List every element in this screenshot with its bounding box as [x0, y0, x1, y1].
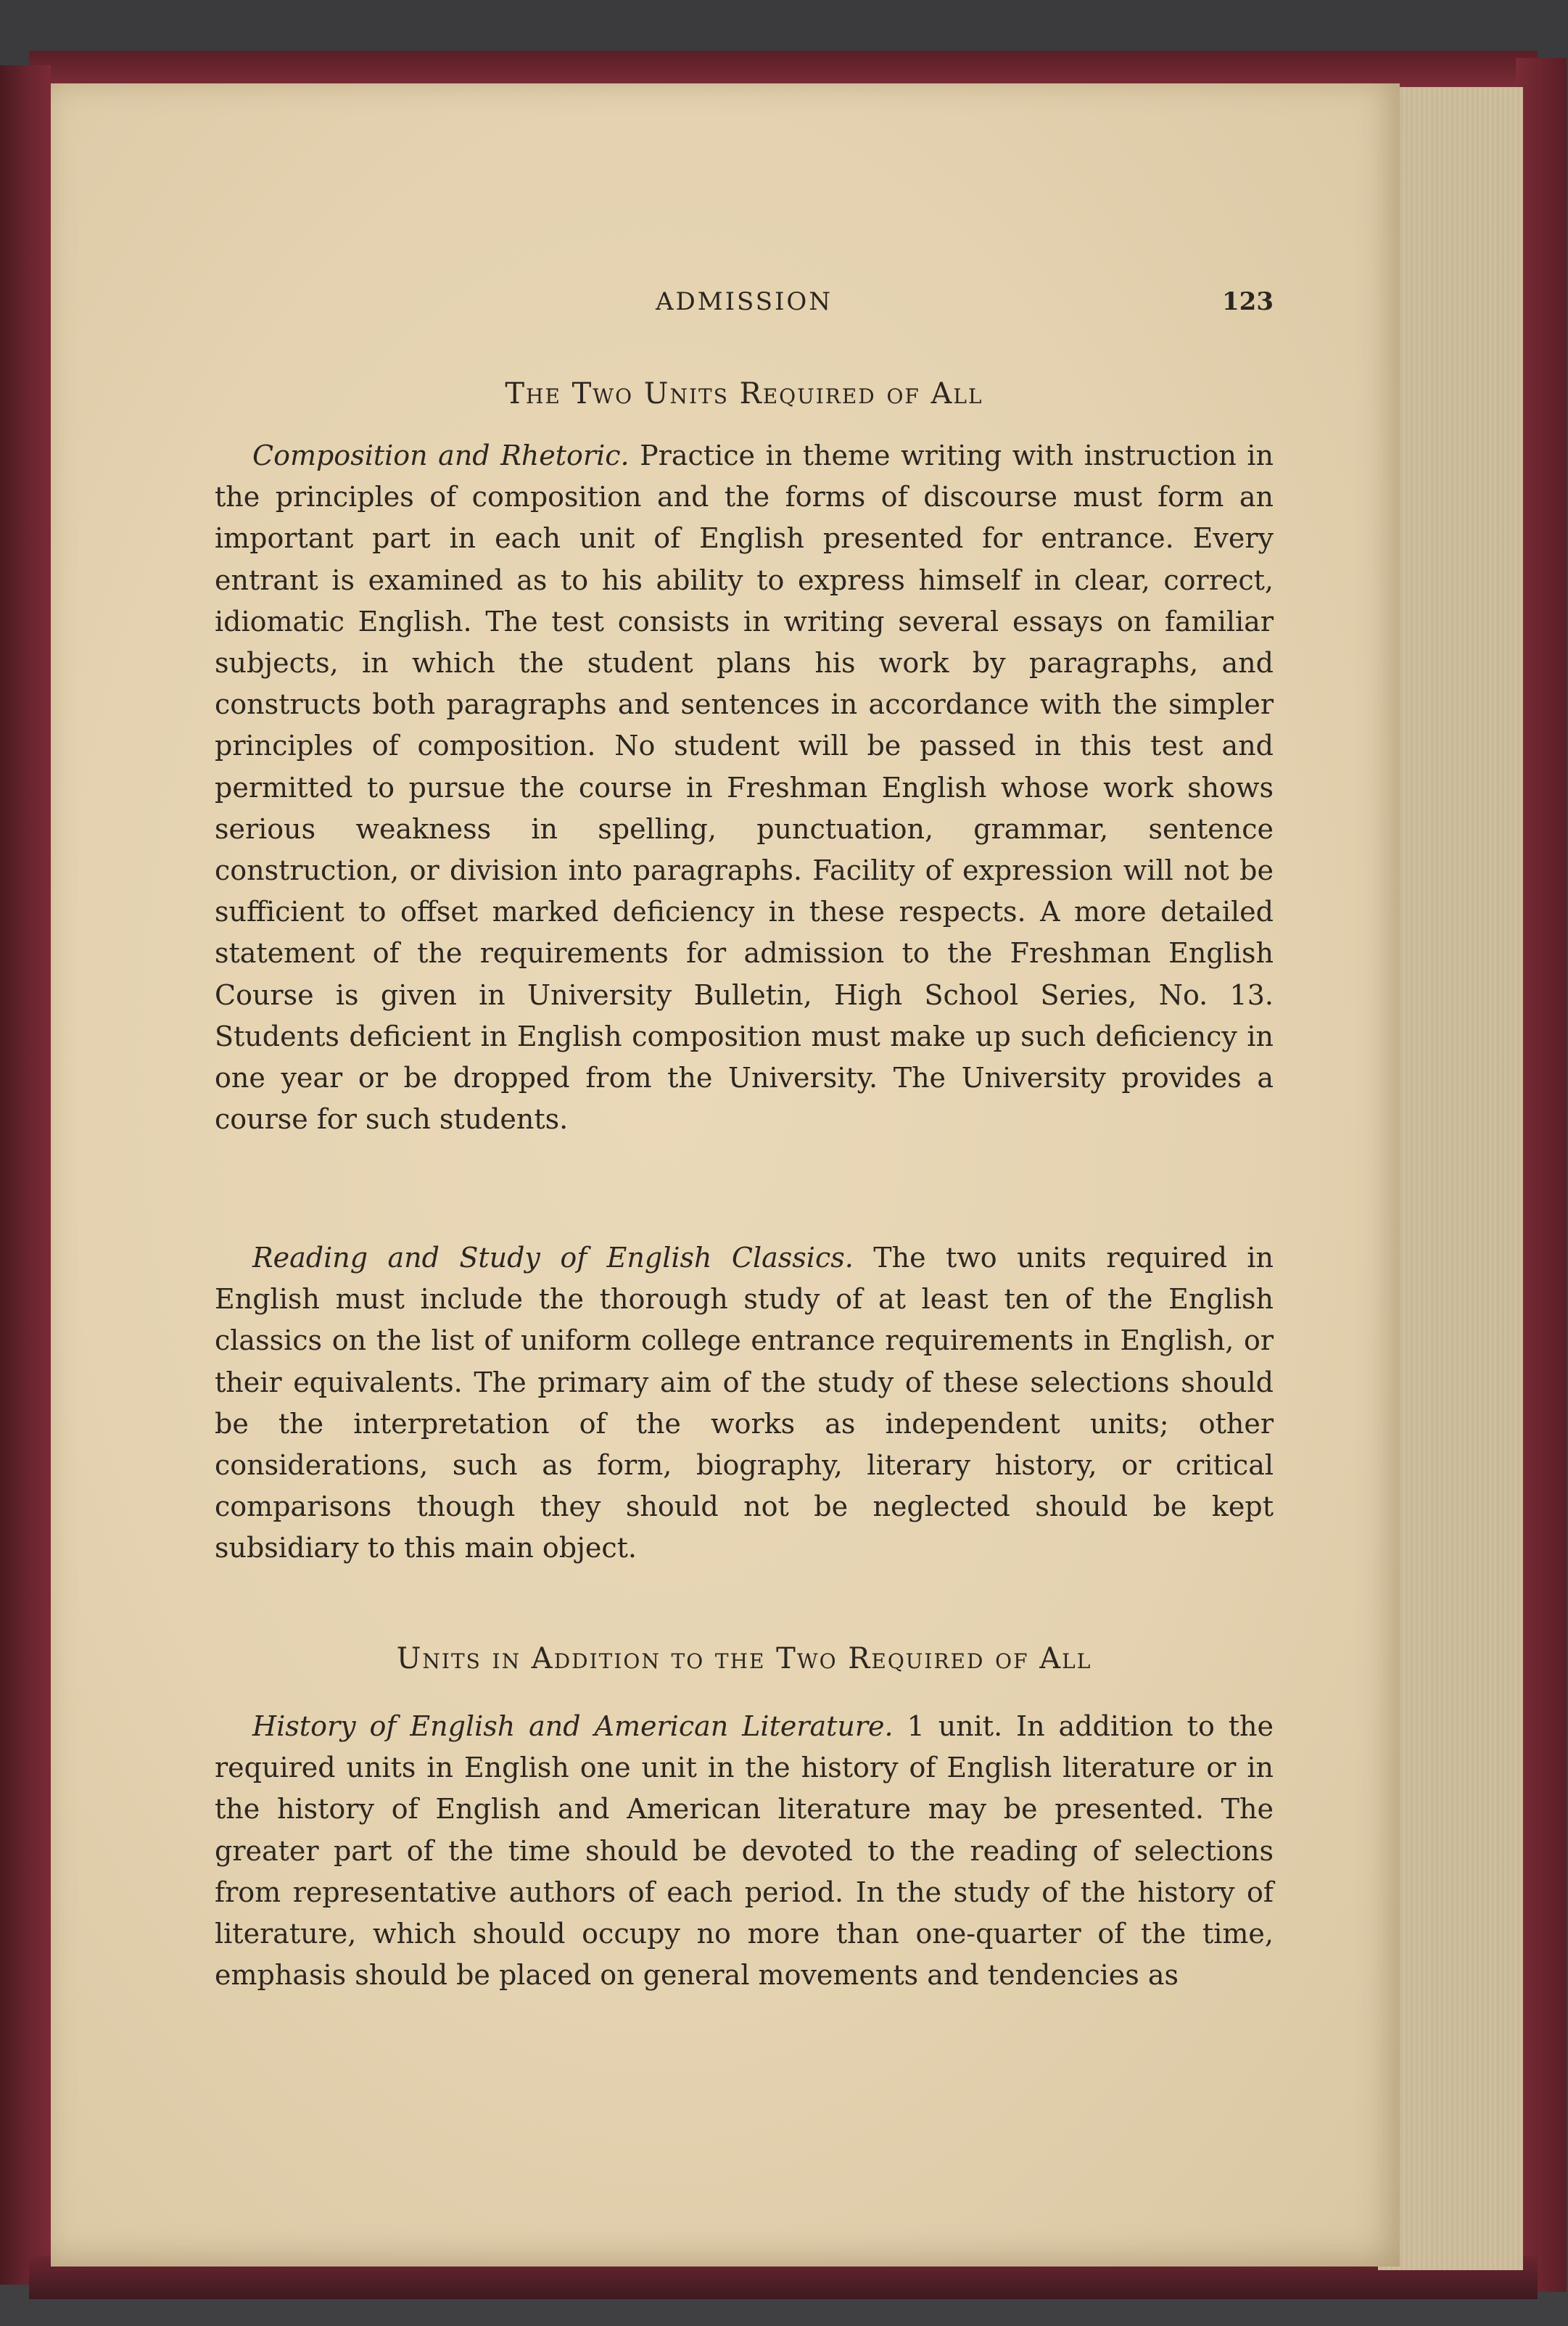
paragraph-lead: Reading and Study of English Classics.	[252, 1242, 854, 1274]
section-heading: Units in Addition to the Two Required of All	[396, 1642, 1092, 1675]
page-edges	[1378, 87, 1523, 2270]
running-head-title: ADMISSION	[655, 287, 833, 316]
paragraph	[215, 1237, 1274, 1570]
paragraph-lead: History of English and American Literature.	[252, 1710, 894, 1742]
book-binding-top	[29, 51, 1538, 87]
book-binding-left	[0, 65, 51, 2285]
book-binding-right	[1516, 58, 1567, 2292]
running-head	[215, 287, 1274, 331]
section-heading: The Two Units Required of All	[505, 377, 983, 411]
paragraph-text: The two units required in English must include the thorough study of at least ten of the English classics on the list of uniform college entrance requirements in English, or their equivalents. The primary aim of the study of these selections should be the interpretation of the works as independent units; other considerations, such as form, biography, literary history, or critical comparisons though they should not be neglected should be kept subsidiary to this main object.	[215, 1242, 1274, 1564]
paragraph-text: Practice in theme writing with instruction in the principles of composition and the forms of discourse must form an important part in each unit of English presented for entrance. Every entrant is examined as to his ability to express himself in clear, correct, idiomatic English. The test consists in writing several essays on familiar subjects, in which the student plans his work by paragraphs, and constructs both paragraphs and sentences in accordance with the simpler principles of composition. No student will be passed in this test and permitted to pursue the course in Freshman English whose work shows serious weakness in spelling, punctuation, grammar, sentence construction, or division into paragraphs. Facility of expression will not be sufficient to offset marked deficiency in these respects. A more detailed statement of the requirements for admission to the Freshman English Course is given in University Bulletin, High School Series, No. 13. Students deficient in English composition must make up such deficiency in one year or be dropped from the University. The University provides a course for such students.	[215, 440, 1274, 1136]
paragraph	[215, 435, 1274, 1140]
paragraph-text: 1 unit. In addition to the required units in English one unit in the history of English literature or in the history of English and American literature may be presented. The greater part of the time should be devoted to the reading of selections from representative authors of each period. In the study of the history of literature, which should occupy no more than one-quarter of the time, emphasis should be placed on general movements and tendencies as	[215, 1710, 1274, 1992]
page-number: 123	[1222, 287, 1274, 316]
paragraph	[215, 1706, 1274, 1996]
paragraph-lead: Composition and Rhetoric.	[252, 440, 630, 471]
